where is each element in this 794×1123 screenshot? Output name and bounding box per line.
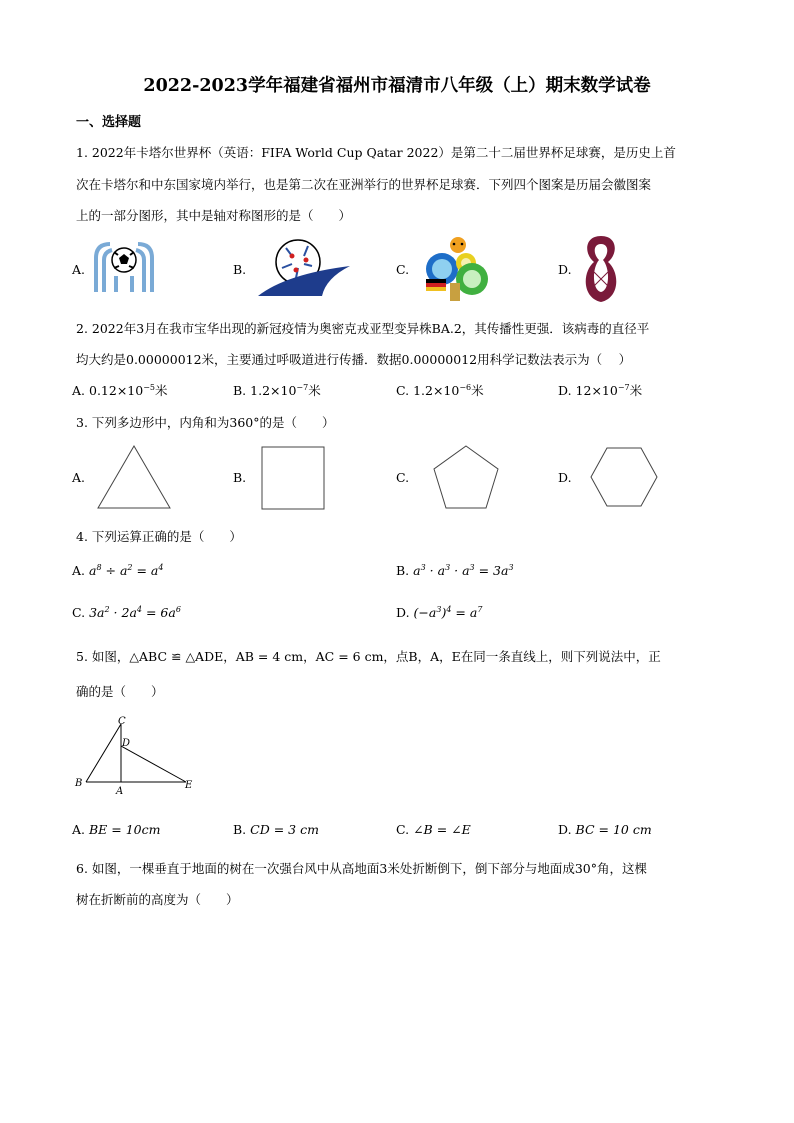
- q2-option-d: [558, 381, 642, 399]
- q2-option-a-exp: −5: [143, 383, 156, 392]
- point-e-label: E: [185, 780, 193, 791]
- triangle-shape: [96, 444, 172, 510]
- q2-option-d-exp: −7: [617, 383, 630, 392]
- q3-option-c-label: C.: [396, 470, 410, 485]
- q2-option-d-base: 12×10: [575, 383, 618, 398]
- question-6-line-1: 6. 如图，一棵垂直于地面的树在一次强台风中从高地面3米处折断倒下，倒下部分与地面成30°角，这棵: [76, 861, 648, 876]
- question-1-line-1: 1. 2022年卡塔尔世界杯（英语：FIFA World Cup Qatar 2022）是第二十二届世界杯足球赛，是历史上首: [76, 145, 676, 160]
- q4-option-c: [72, 605, 181, 620]
- question-6-line-2: 树在折断前的高度为（ ）: [76, 892, 239, 907]
- question-1-line-2: 次在卡塔尔和中东国家境内举行，也是第二次在亚洲举行的世界杯足球赛．下列四个图案是历届会徽图案: [76, 177, 652, 192]
- q1-option-c-label: C.: [396, 262, 410, 277]
- q1-option-b-label: B.: [233, 262, 247, 277]
- q5-option-d-text: BC = 10 cm: [575, 822, 652, 837]
- q5-option-d: [558, 822, 652, 837]
- question-5-line-1: 5. 如图，△ABC ≌ △ADE，AB = 4 cm，AC = 6 cm，点B，A，E在同一条直线上，则下列说法中，正: [76, 649, 661, 664]
- point-b-label: B: [75, 778, 83, 789]
- q1-option-d-label: D.: [558, 262, 572, 277]
- q5-option-c-text: ∠B = ∠E: [413, 822, 471, 837]
- q2-option-d-unit: 米: [629, 383, 643, 398]
- question-3-line-1: 3. 下列多边形中，内角和为360°的是（ ）: [76, 415, 335, 430]
- q4-option-d-label: D.: [396, 605, 410, 620]
- q4-option-b-expression: $a^3 \cdot a^3 \cdot a^3 = 3a^3$: [413, 563, 514, 578]
- q3-option-b-label: B.: [233, 470, 247, 485]
- q3-option-a-label: A.: [72, 470, 86, 485]
- question-4-line-1: 4. 下列运算正确的是（ ）: [76, 529, 242, 544]
- q4-option-c-expression: $3a^2 \cdot 2a^4 = 6a^6$: [89, 605, 181, 620]
- emblem-1978-image: [92, 238, 156, 294]
- q4-option-d-expression: $(-a^3)^4 = a^7$: [413, 605, 483, 620]
- point-a-label: A: [116, 786, 124, 797]
- q2-option-d-label: D.: [558, 383, 572, 398]
- q2-option-c-unit: 米: [471, 383, 484, 398]
- q2-option-a-label: A.: [72, 383, 86, 398]
- page-title: 2022-2023学年福建省福州市福清市八年级（上）期末数学试卷: [143, 76, 651, 96]
- point-d-label: D: [122, 738, 131, 749]
- q5-option-b-text: CD = 3 cm: [250, 822, 319, 837]
- q5-option-c-label: C.: [396, 822, 410, 837]
- question-5-line-2: 确的是（ ）: [76, 684, 164, 699]
- q5-option-a-text: BE = 10cm: [89, 822, 161, 837]
- q5-option-d-label: D.: [558, 822, 572, 837]
- q2-option-b-base: 1.2×10: [250, 383, 297, 398]
- q2-option-c: [396, 381, 484, 399]
- q5-option-b: [233, 822, 319, 837]
- q4-option-a-label: A.: [72, 563, 86, 578]
- pentagon-shape: [432, 444, 500, 510]
- hexagon-shape: [589, 446, 659, 508]
- q2-option-c-exp: −6: [459, 383, 472, 392]
- q2-option-c-base: 1.2×10: [413, 383, 460, 398]
- q5-option-c: [396, 822, 471, 837]
- q3-option-d-label: D.: [558, 470, 572, 485]
- triangle-figure-q5: [72, 714, 202, 798]
- emblem-2022-image: [580, 232, 622, 306]
- q2-option-b-unit: 米: [308, 383, 321, 398]
- q4-option-b-label: B.: [396, 563, 410, 578]
- q5-option-a: [72, 822, 161, 837]
- q2-option-c-label: C.: [396, 383, 410, 398]
- q2-option-a: [72, 381, 168, 399]
- q5-option-b-label: B.: [233, 822, 247, 837]
- emblem-1994-image: [256, 238, 354, 298]
- square-shape: [261, 446, 325, 510]
- point-c-label: C: [118, 716, 126, 727]
- question-1-line-3: 上的一部分图形，其中是轴对称图形的是（ ）: [76, 208, 352, 223]
- q2-option-b-label: B.: [233, 383, 247, 398]
- q5-option-a-label: A.: [72, 822, 86, 837]
- q4-option-a-expression: $a^8 \div a^2 = a^4$: [89, 563, 164, 578]
- question-2-line-2: 均大约是0.00000012米，主要通过呼吸道进行传播．数据0.00000012用科学记数法表示为（ ）: [76, 352, 632, 367]
- section-heading: 一、选择题: [76, 115, 142, 130]
- q2-option-b: [233, 381, 321, 399]
- q4-option-b: [396, 563, 514, 578]
- q4-option-a: [72, 563, 163, 578]
- q1-option-a-label: A.: [72, 262, 86, 277]
- q4-option-c-label: C.: [72, 605, 86, 620]
- q2-option-a-unit: 米: [155, 383, 168, 398]
- q2-option-b-exp: −7: [296, 383, 309, 392]
- question-2-line-1: 2. 2022年3月在我市宝华出现的新冠疫情为奥密克戎亚型变异株BA.2，其传播性更强．该病毒的直径平: [76, 321, 650, 336]
- emblem-2006-image: [420, 235, 492, 303]
- q2-option-a-base: 0.12×10: [89, 383, 144, 398]
- q4-option-d: [396, 605, 482, 620]
